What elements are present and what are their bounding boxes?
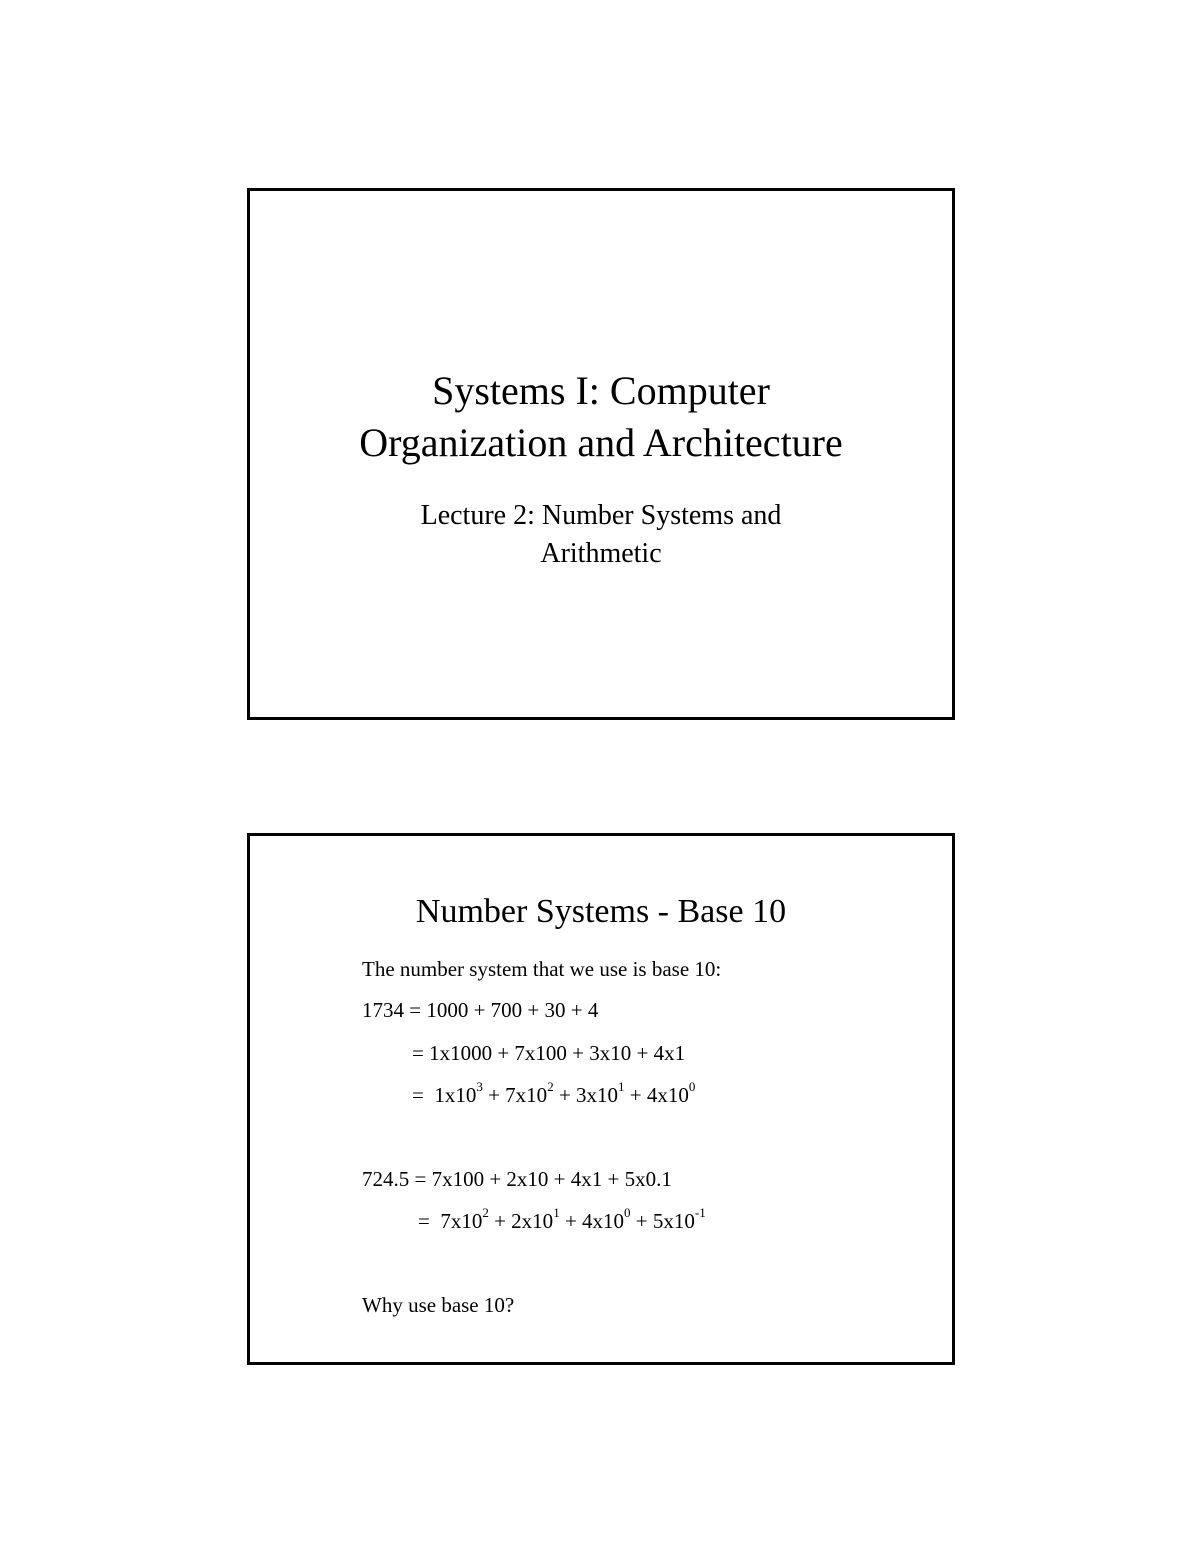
eq-term: + 3x10 — [553, 1083, 619, 1107]
slide-title — [247, 188, 955, 720]
exponent: 1 — [618, 1079, 625, 1094]
eq-term: + 2x10 — [488, 1209, 554, 1233]
subtitle-line-2: Arithmetic — [540, 538, 662, 569]
exponent: 0 — [624, 1205, 631, 1220]
exponent: 2 — [482, 1205, 489, 1220]
title-line-2: Organization and Architecture — [359, 420, 843, 465]
eq-term: = 7x10 — [418, 1209, 483, 1233]
slide-number-systems — [247, 833, 955, 1365]
equation-1734-line-1: 1734 = 1000 + 700 + 30 + 4 — [362, 998, 599, 1022]
intro-text: The number system that we use is base 10: — [362, 957, 722, 981]
eq-term: + 4x10 — [559, 1209, 625, 1233]
exponent: 0 — [688, 1079, 696, 1094]
subtitle-line-1: Lecture 2: Number Systems and — [420, 500, 782, 531]
eq-term: + 4x10 — [624, 1083, 689, 1107]
exponent: -1 — [694, 1205, 706, 1220]
title-line-1: Systems I: Computer — [432, 368, 770, 413]
slide-heading: Number Systems - Base 10 — [415, 893, 787, 930]
eq-term: + 5x10 — [630, 1209, 695, 1233]
equation-724-line-1: 724.5 = 7x100 + 2x10 + 4x1 + 5x0.1 — [362, 1167, 672, 1191]
slide-title-heading — [250, 365, 952, 469]
equation-724-line-2 — [418, 1205, 706, 1234]
equation-1734-line-2: = 1x1000 + 7x100 + 3x10 + 4x1 — [412, 1041, 686, 1065]
equation-1734-line-3 — [412, 1079, 696, 1108]
eq-term: = 1x10 — [412, 1083, 477, 1107]
slide-subtitle — [250, 497, 952, 573]
question-text: Why use base 10? — [362, 1293, 515, 1317]
exponent: 2 — [547, 1079, 554, 1094]
eq-term: + 7x10 — [482, 1083, 548, 1107]
exponent: 1 — [553, 1205, 560, 1220]
exponent: 3 — [476, 1079, 483, 1094]
